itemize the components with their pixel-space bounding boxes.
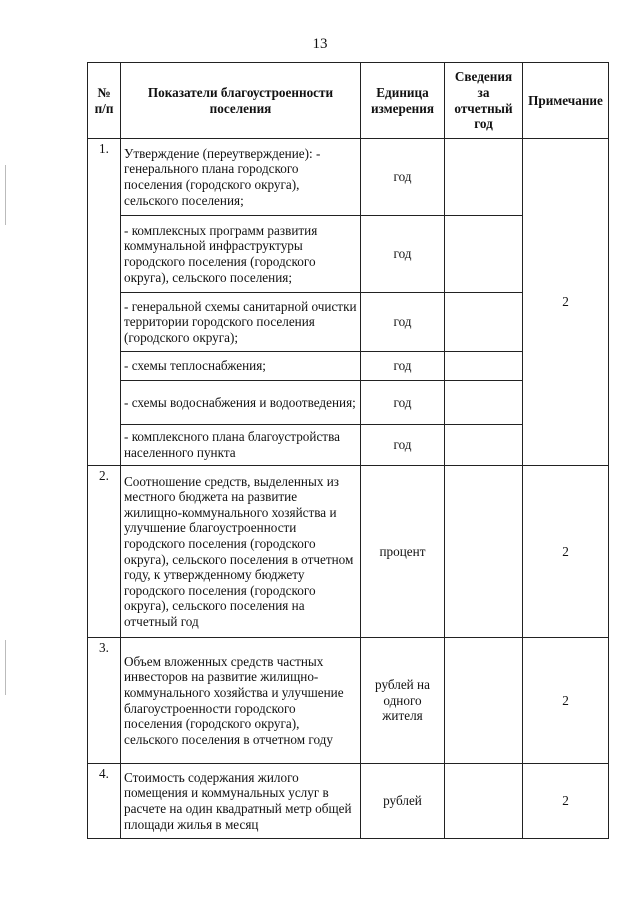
unit-cell: процент bbox=[361, 466, 445, 638]
unit-cell: год bbox=[361, 139, 445, 216]
reporting-cell bbox=[445, 764, 523, 839]
table-row bbox=[88, 638, 609, 764]
header-note: Примечание bbox=[523, 63, 609, 139]
header-unit: Единица измерения bbox=[361, 63, 445, 139]
header-reporting-year: Сведения за отчетный год bbox=[445, 63, 523, 139]
indicator-cell: - схемы теплоснабжения; bbox=[121, 352, 361, 381]
reporting-cell bbox=[445, 293, 523, 352]
indicator-cell: - комплексных программ развития коммунальной инфраструктуры городского поселения (городского округа), сельского поселения; bbox=[121, 216, 361, 293]
note-cell: 2 bbox=[523, 139, 609, 466]
reporting-cell bbox=[445, 139, 523, 216]
scan-edge-mark bbox=[5, 640, 6, 695]
scan-edge-mark bbox=[5, 165, 6, 225]
indicator-cell: Объем вложенных средств частных инвесторов на развитие жилищно-коммунального хозяйства и улучшение благоустроенности городского поселения (городского округа), сельского поселения в отчетном году bbox=[121, 638, 361, 764]
indicator-cell: Соотношение средств, выделенных из местного бюджета на развитие жилищно-коммунального хозяйства и улучшение благоустроенности городского поселения (городского округа), сельского поселения в отчетном году, к утвержденному бюджету городского поселения (городского округа), сельского поселения на отчетный год bbox=[121, 466, 361, 638]
indicator-cell: Утверждение (переутверждение): - генерального плана городского поселения (городского округа), сельского поселения; bbox=[121, 139, 361, 216]
indicator-cell: - комплексного плана благоустройства населенного пункта bbox=[121, 425, 361, 466]
reporting-cell bbox=[445, 352, 523, 381]
unit-cell: год bbox=[361, 352, 445, 381]
note-cell: 2 bbox=[523, 638, 609, 764]
indicator-cell: Стоимость содержания жилого помещения и коммунальных услуг в расчете на один квадратный метр общей площади жилья в месяц bbox=[121, 764, 361, 839]
row-number: 1. bbox=[88, 139, 121, 466]
unit-cell: рублей на одного жителя bbox=[361, 638, 445, 764]
unit-cell: год bbox=[361, 425, 445, 466]
reporting-cell bbox=[445, 216, 523, 293]
page-number: 13 bbox=[312, 36, 328, 52]
indicator-cell: - схемы водоснабжения и водоотведения; bbox=[121, 381, 361, 425]
indicators-table bbox=[87, 62, 609, 839]
table-header-row bbox=[88, 63, 609, 139]
table-row bbox=[88, 139, 609, 216]
reporting-cell bbox=[445, 638, 523, 764]
indicator-cell: - генеральной схемы санитарной очистки территории городского поселения (городского округа); bbox=[121, 293, 361, 352]
unit-cell: год bbox=[361, 293, 445, 352]
row-number: 4. bbox=[88, 764, 121, 839]
row-number: 3. bbox=[88, 638, 121, 764]
table-row bbox=[88, 466, 609, 638]
note-cell: 2 bbox=[523, 466, 609, 638]
reporting-cell bbox=[445, 381, 523, 425]
unit-cell: рублей bbox=[361, 764, 445, 839]
unit-cell: год bbox=[361, 216, 445, 293]
header-indicator: Показатели благоустроенности поселения bbox=[121, 63, 361, 139]
header-num: № п/п bbox=[88, 63, 121, 139]
note-cell: 2 bbox=[523, 764, 609, 839]
table-row bbox=[88, 764, 609, 839]
row-number: 2. bbox=[88, 466, 121, 638]
reporting-cell bbox=[445, 466, 523, 638]
unit-cell: год bbox=[361, 381, 445, 425]
reporting-cell bbox=[445, 425, 523, 466]
